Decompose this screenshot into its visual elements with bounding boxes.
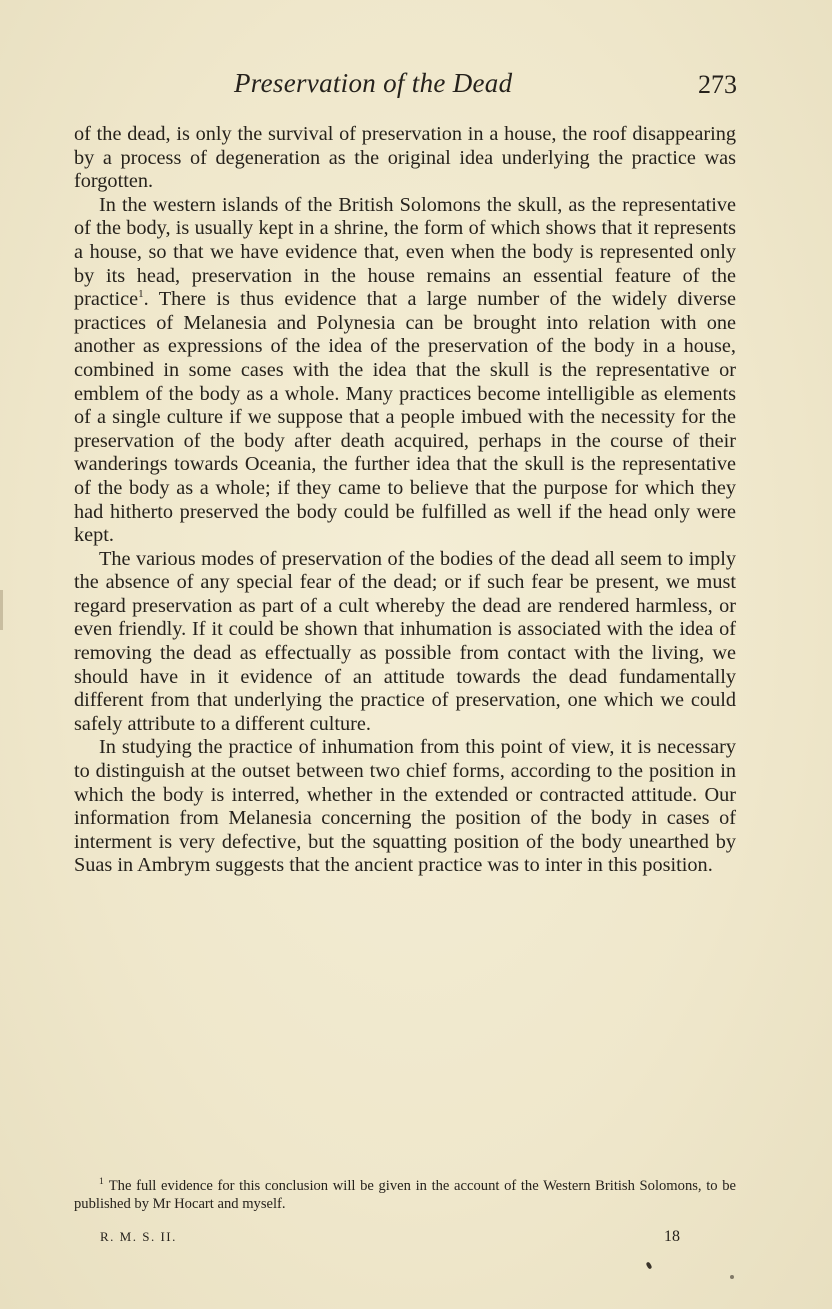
- footnote-reference: 1: [138, 288, 144, 301]
- paragraph-1: of the dead, is only the survival of preservation in a house, the roof disappearing by a process of degeneration as the original idea underlying the practice was forgotten.: [74, 123, 736, 193]
- paragraph-2-part-1: In the western islands of the British Solomons the skull, as the representative of the body, is usually kept in a shrine, the form of which shows that it represents a house, so that we have evidence that, even when the body is represented only by its head, preservation in the house remains an essential feature of the practice: [74, 193, 736, 311]
- paragraph-2-part-2: . There is thus evidence that a large number of the widely diverse practices of Melanesia and Polynesia can be brought into relation with one another as expressions of the idea of the preservation of the body in a house, combined in some cases with the idea that the skull is the representative or emblem of the body as a whole. Many practices become intelligible as elements of a single culture if we suppose that a people imbued with the necessity for the preservation of the body after death acquired, perhaps in the course of their wanderings towards Oceania, the further idea that the skull is the representative of the body as a whole; if they came to believe that the purpose for which they had hitherto preserved the body could be fulfilled as well if the head only were kept.: [74, 288, 736, 547]
- footnote: 1 The full evidence for this conclusion will be given in the account of the Western British Solomons, to be published by Mr Hocart and myself.: [74, 1177, 736, 1212]
- ink-speck: [646, 1261, 653, 1269]
- signature-sheet-number: 18: [664, 1228, 680, 1245]
- ink-speck: [730, 1275, 734, 1279]
- signature-mark: R. M. S. II.: [100, 1229, 177, 1244]
- running-head-title: Preservation of the Dead: [234, 68, 513, 98]
- paragraph-4: In studying the practice of inhumation from this point of view, it is necessary to distinguish at the outset between two chief forms, according to the position in which the body is interred, whether in the extended or contracted attitude. Our information from Melanesia concerning the position of the body in cases of interment is very defective, but the squatting position of the body unearthed by Suas in Ambrym suggests that the ancient practice was to inter in this position.: [74, 736, 736, 877]
- paragraph-2: [74, 194, 736, 548]
- footnote-text: The full evidence for this conclusion will be given in the account of the Western British Solomons, to be published by Mr Hocart and myself.: [74, 1178, 736, 1212]
- page-edge-shadow: [0, 590, 3, 630]
- paragraph-3: The various modes of preservation of the bodies of the dead all seem to imply the absence of any special fear of the dead; or if such fear be present, we must regard preservation as part of a cult whereby the dead are rendered harmless, or even friendly. If it could be shown that inhumation is associated with the idea of removing the dead as effectually as possible from contact with the living, we should have in it evidence of an attitude towards the dead fundamentally different from that underlying the practice of preservation, one which we could safely attribute to a different culture.: [74, 547, 736, 735]
- page-number: 273: [698, 70, 737, 99]
- body-text: [74, 123, 736, 878]
- running-head: [74, 68, 737, 108]
